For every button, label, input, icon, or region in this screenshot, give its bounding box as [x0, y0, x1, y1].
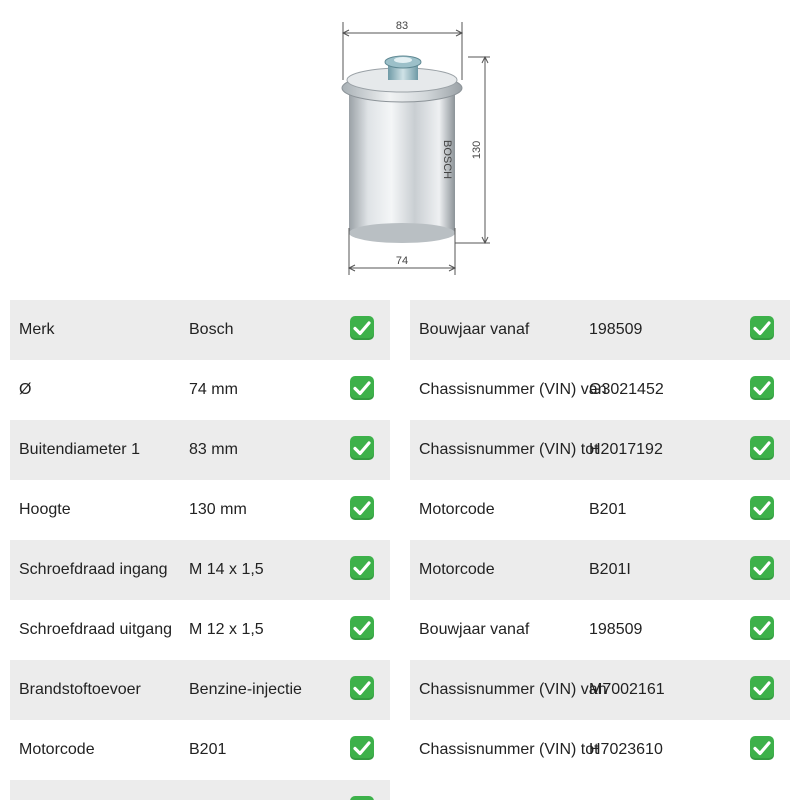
row-label: Hoogte — [19, 501, 71, 518]
check-icon — [350, 676, 374, 700]
row-value: B201I — [589, 561, 631, 578]
dimension-height-side-label: 130 — [471, 140, 483, 160]
table-row — [10, 300, 390, 360]
table-row — [10, 600, 390, 660]
row-label: Motorcode — [19, 741, 95, 758]
check-icon — [750, 436, 774, 460]
check-icon — [750, 376, 774, 400]
row-label: Chassisnummer (VIN) van — [419, 681, 607, 698]
check-icon — [350, 496, 374, 520]
check-icon — [350, 556, 374, 580]
row-value: 83 mm — [189, 441, 238, 458]
row-value: H7023610 — [589, 741, 663, 758]
row-label: Merk — [19, 321, 55, 338]
check-icon — [350, 616, 374, 640]
table-row — [10, 720, 390, 780]
table-row — [410, 720, 790, 780]
product-figure — [0, 0, 800, 285]
spec-table-left — [10, 300, 390, 800]
row-value: 198509 — [589, 321, 643, 338]
check-icon — [750, 556, 774, 580]
fuel-filter-illustration — [0, 0, 800, 285]
row-value: H2017192 — [589, 441, 663, 458]
check-icon — [750, 616, 774, 640]
row-value: M7002161 — [589, 681, 665, 698]
row-value: B201 — [189, 741, 227, 758]
row-label: Bouwjaar vanaf — [419, 621, 530, 638]
row-label: Brandstoftoevoer — [19, 681, 141, 698]
check-icon — [750, 316, 774, 340]
check-icon — [350, 436, 374, 460]
table-row — [10, 480, 390, 540]
row-label: Ø — [19, 381, 32, 398]
check-icon — [750, 736, 774, 760]
table-row — [410, 540, 790, 600]
check-icon — [350, 736, 374, 760]
check-icon — [350, 376, 374, 400]
row-value: B201 — [589, 501, 627, 518]
check-icon — [750, 676, 774, 700]
table-row — [10, 420, 390, 480]
row-value: M 14 x 1,5 — [189, 561, 264, 578]
table-row — [410, 360, 790, 420]
spec-table-right — [410, 300, 790, 780]
check-icon — [350, 796, 374, 800]
dimension-width-top-label: 83 — [395, 20, 409, 32]
row-label: Buitendiameter 1 — [19, 441, 140, 458]
row-label: Motorcode — [419, 501, 495, 518]
table-row — [410, 420, 790, 480]
row-value: Bosch — [189, 321, 234, 338]
table-row — [10, 540, 390, 600]
row-value: 74 mm — [189, 381, 238, 398]
table-row — [10, 660, 390, 720]
row-label: Schroefdraad ingang — [19, 561, 168, 578]
table-row — [410, 480, 790, 540]
row-label: Bouwjaar vanaf — [419, 321, 530, 338]
dimension-width-bottom-label: 74 — [395, 255, 409, 267]
table-row — [410, 300, 790, 360]
row-label: Chassisnummer (VIN) van — [419, 381, 607, 398]
row-label: Motorcode — [419, 561, 495, 578]
row-value: G3021452 — [589, 381, 664, 398]
row-value: Benzine-injectie — [189, 681, 302, 698]
body-brand-print: BOSCH — [441, 140, 453, 180]
row-label: Schroefdraad uitgang — [19, 621, 172, 638]
spec-tables — [10, 300, 790, 800]
table-row — [410, 600, 790, 660]
row-label: Chassisnummer (VIN) tot — [419, 441, 599, 458]
row-value: M 12 x 1,5 — [189, 621, 264, 638]
table-row — [10, 360, 390, 420]
table-row — [10, 780, 390, 800]
row-value: 198509 — [589, 621, 643, 638]
row-label: Chassisnummer (VIN) tot — [419, 741, 599, 758]
check-icon — [350, 316, 374, 340]
table-row — [410, 660, 790, 720]
check-icon — [750, 496, 774, 520]
row-value: 130 mm — [189, 501, 247, 518]
